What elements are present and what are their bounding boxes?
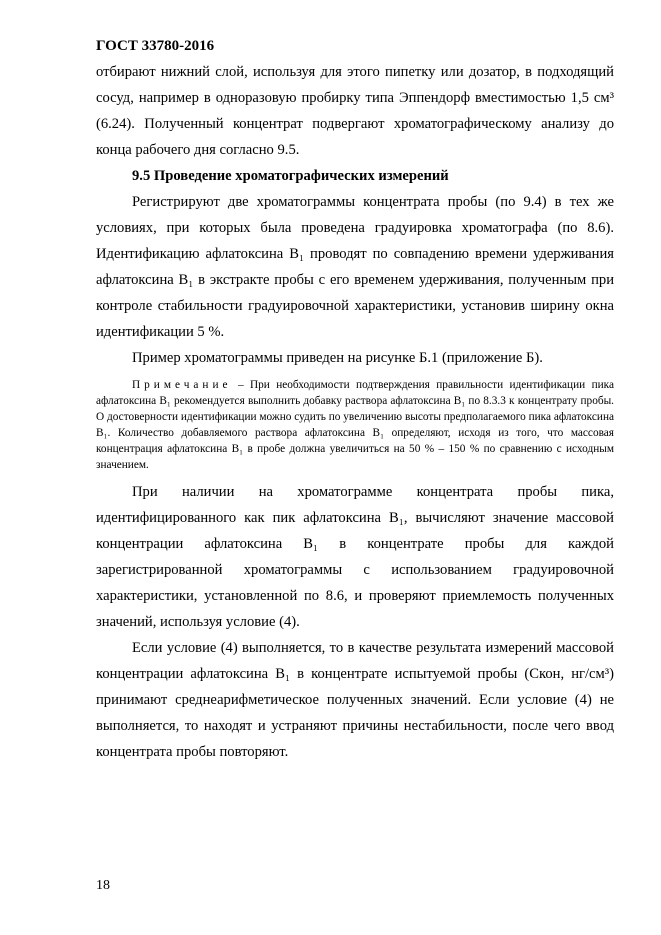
section-heading [96,163,614,189]
document-page [96,38,614,765]
section-number: 9.5 [132,168,151,184]
note-block [96,377,614,473]
paragraph-calculation: При наличии на хроматограмме концентрата пробы пика, идентифицированного как пик афлатоксина B₁, вычисляют значение массовой концентрации афлатоксина B₁ в концентрате пробы для каждой зарегистрированной хроматограммы с использованием градуировочной характеристики, установленной по 8.6, и проверяют приемлемость полученных значений, используя условие (4). [96,484,614,630]
section-title: Проведение хроматографических измерений [153,168,449,184]
note-text: – При необходимости подтверждения правильности идентификации пика афлатоксина B₁ рекомендуется выполнить добавку раствора афлатоксина B₁ по 8.3.3 к концентрату пробы. О достоверности идентификации можно судить по увеличению высоты предполагаемого пика афлатоксина B₁. Количество добавляемого раствора афлатоксина B₁ определяют, исходя из того, что массовая концентрация афлатоксина B₁ в пробе должна увеличиться на 50 % – 150 % по сравнению с исходным значением. [96,379,614,471]
page-number: 18 [96,878,110,893]
paragraph-registration: Регистрируют две хроматограммы концентрата пробы (по 9.4) в тех же условиях, при которых была проведена градуировка хроматографа (по 8.6). Идентификацию афлатоксина B₁ проводят по совпадению времени удерживания афлатоксина B₁ в экстракте пробы с его временем удерживания, полученным при контроле стабильности градуировочной характеристики, установив ширину окна идентификации 5 %. [96,194,614,340]
paragraph-result: Если условие (4) выполняется, то в качестве результата измерений массовой концентрации афлатоксина B₁ в концентрате испытуемой пробы (Cкон, нг/см³) принимают среднеарифметическое полученных значений. Если условие (4) не выполняется, то находят и устраняют причины нестабильности, после чего ввод концентрата пробы повторяют. [96,640,614,760]
paragraph-example: Пример хроматограммы приведен на рисунке Б.1 (приложение Б). [132,350,543,366]
document-header: ГОСТ 33780-2016 [96,38,215,54]
note-label: Примечание [132,379,232,391]
paragraph-continuation: отбирают нижний слой, используя для этого пипетку или дозатор, в подходящий сосуд, например в одноразовую пробирку типа Эппендорф вместимостью 1,5 см³ (6.24). Полученный концентрат подвергают хроматографическому анализу до конца рабочего дня согласно 9.5. [96,64,614,158]
